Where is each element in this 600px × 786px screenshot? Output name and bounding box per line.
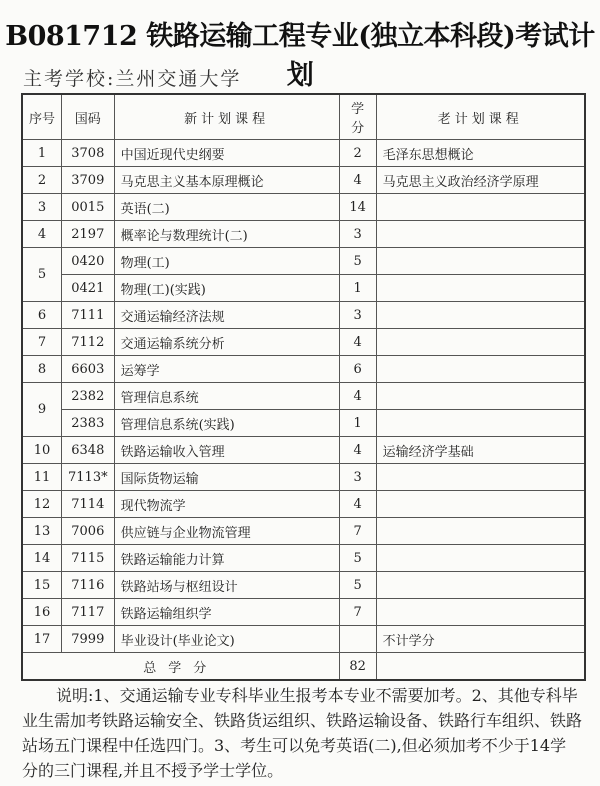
row-credit: 5 bbox=[339, 545, 376, 572]
table-row bbox=[22, 167, 585, 194]
row-index: 4 bbox=[22, 221, 62, 248]
row-credit: 14 bbox=[339, 194, 376, 221]
header-new-course: 新计划课程 bbox=[114, 94, 339, 140]
table-row bbox=[22, 626, 585, 653]
table-row bbox=[22, 329, 585, 356]
row-credit: 4 bbox=[339, 383, 376, 410]
row-index: 11 bbox=[22, 464, 62, 491]
row-course: 铁路运输收入管理 bbox=[114, 437, 339, 464]
row-index: 7 bbox=[22, 329, 62, 356]
row-course: 运筹学 bbox=[114, 356, 339, 383]
row-code: 7116 bbox=[62, 572, 115, 599]
table-row bbox=[22, 491, 585, 518]
row-code: 0420 bbox=[62, 248, 115, 275]
header-code: 国码 bbox=[62, 94, 115, 140]
row-course: 物理(工) bbox=[114, 248, 339, 275]
row-course: 铁路运输组织学 bbox=[114, 599, 339, 626]
row-code: 2382 bbox=[62, 383, 115, 410]
row-code: 7117 bbox=[62, 599, 115, 626]
row-credit: 6 bbox=[339, 356, 376, 383]
total-label: 总学分 bbox=[22, 653, 339, 681]
row-old-course bbox=[376, 248, 585, 275]
row-old-course: 运输经济学基础 bbox=[376, 437, 585, 464]
row-course: 物理(工)(实践) bbox=[114, 275, 339, 302]
table-row bbox=[22, 464, 585, 491]
row-old-course bbox=[376, 302, 585, 329]
row-code: 3709 bbox=[62, 167, 115, 194]
row-old-course bbox=[376, 194, 585, 221]
row-credit: 5 bbox=[339, 248, 376, 275]
row-index: 13 bbox=[22, 518, 62, 545]
table-row bbox=[22, 356, 585, 383]
row-course: 管理信息系统(实践) bbox=[114, 410, 339, 437]
table-row bbox=[22, 302, 585, 329]
table-row bbox=[22, 221, 585, 248]
row-credit: 3 bbox=[339, 221, 376, 248]
table-row bbox=[22, 518, 585, 545]
row-code: 6603 bbox=[62, 356, 115, 383]
table-row bbox=[22, 194, 585, 221]
row-index: 5 bbox=[22, 248, 62, 302]
row-old-course bbox=[376, 356, 585, 383]
row-credit: 1 bbox=[339, 410, 376, 437]
row-course: 中国近现代史纲要 bbox=[114, 140, 339, 167]
row-credit: 4 bbox=[339, 167, 376, 194]
row-credit: 5 bbox=[339, 572, 376, 599]
row-code: 0015 bbox=[62, 194, 115, 221]
row-index: 10 bbox=[22, 437, 62, 464]
row-credit: 4 bbox=[339, 329, 376, 356]
row-course: 交通运输经济法规 bbox=[114, 302, 339, 329]
header-index: 序号 bbox=[22, 94, 62, 140]
table-row bbox=[22, 410, 585, 437]
row-index: 15 bbox=[22, 572, 62, 599]
row-credit: 7 bbox=[339, 599, 376, 626]
course-table bbox=[21, 93, 586, 681]
row-index: 2 bbox=[22, 167, 62, 194]
row-course: 现代物流学 bbox=[114, 491, 339, 518]
row-index: 17 bbox=[22, 626, 62, 653]
table-row bbox=[22, 599, 585, 626]
row-old-course bbox=[376, 221, 585, 248]
total-row bbox=[22, 653, 585, 681]
row-index: 1 bbox=[22, 140, 62, 167]
row-course: 铁路站场与枢纽设计 bbox=[114, 572, 339, 599]
table-row bbox=[22, 140, 585, 167]
row-credit bbox=[339, 626, 376, 653]
row-course: 英语(二) bbox=[114, 194, 339, 221]
row-credit: 1 bbox=[339, 275, 376, 302]
row-old-course bbox=[376, 545, 585, 572]
row-credit: 2 bbox=[339, 140, 376, 167]
row-index: 6 bbox=[22, 302, 62, 329]
table-header-row bbox=[22, 94, 585, 140]
row-old-course bbox=[376, 410, 585, 437]
table-row bbox=[22, 437, 585, 464]
header-old-course: 老计划课程 bbox=[376, 94, 585, 140]
row-course: 国际货物运输 bbox=[114, 464, 339, 491]
row-course: 管理信息系统 bbox=[114, 383, 339, 410]
school-label: 主考学校:兰州交通大学 bbox=[23, 68, 242, 90]
notes-paragraph: 说明:1、交通运输专业专科毕业生报考本专业不需要加考。2、其他专科毕业生需加考铁路运输安全、铁路货运组织、铁路运输设备、铁路行车组织、铁路站场五门课程中任选四门。3、考生可以免考英语(二),但必须加考不少于14学分的三门课程,并且不授予学士学位。 bbox=[22, 686, 583, 780]
total-old bbox=[376, 653, 585, 681]
row-credit: 4 bbox=[339, 437, 376, 464]
row-old-course: 不计学分 bbox=[376, 626, 585, 653]
table-row bbox=[22, 248, 585, 275]
row-code: 3708 bbox=[62, 140, 115, 167]
row-index: 16 bbox=[22, 599, 62, 626]
row-code: 7006 bbox=[62, 518, 115, 545]
table-row bbox=[22, 275, 585, 302]
row-index: 8 bbox=[22, 356, 62, 383]
row-old-course bbox=[376, 491, 585, 518]
row-code: 7999 bbox=[62, 626, 115, 653]
row-code: 6348 bbox=[62, 437, 115, 464]
row-credit: 3 bbox=[339, 464, 376, 491]
row-code: 0421 bbox=[62, 275, 115, 302]
row-code: 7112 bbox=[62, 329, 115, 356]
row-old-course bbox=[376, 518, 585, 545]
row-course: 概率论与数理统计(二) bbox=[114, 221, 339, 248]
row-code: 2197 bbox=[62, 221, 115, 248]
page-title: B081712 铁路运输工程专业(独立本科段)考试计划 bbox=[5, 21, 595, 91]
row-old-course bbox=[376, 329, 585, 356]
header-credit: 学分 bbox=[339, 94, 376, 140]
row-old-course bbox=[376, 464, 585, 491]
row-index: 14 bbox=[22, 545, 62, 572]
row-course: 交通运输系统分析 bbox=[114, 329, 339, 356]
row-old-course bbox=[376, 572, 585, 599]
row-credit: 3 bbox=[339, 302, 376, 329]
row-old-course bbox=[376, 599, 585, 626]
row-code: 7114 bbox=[62, 491, 115, 518]
row-old-course bbox=[376, 383, 585, 410]
row-course: 马克思主义基本原理概论 bbox=[114, 167, 339, 194]
row-credit: 4 bbox=[339, 491, 376, 518]
row-code: 7111 bbox=[62, 302, 115, 329]
table-row bbox=[22, 572, 585, 599]
row-code: 2383 bbox=[62, 410, 115, 437]
row-credit: 7 bbox=[339, 518, 376, 545]
row-course: 铁路运输能力计算 bbox=[114, 545, 339, 572]
row-old-course bbox=[376, 275, 585, 302]
table-row bbox=[22, 545, 585, 572]
row-course: 供应链与企业物流管理 bbox=[114, 518, 339, 545]
row-old-course: 毛泽东思想概论 bbox=[376, 140, 585, 167]
row-code: 7115 bbox=[62, 545, 115, 572]
table-row bbox=[22, 383, 585, 410]
row-index: 9 bbox=[22, 383, 62, 437]
total-value: 82 bbox=[339, 653, 376, 681]
row-index: 3 bbox=[22, 194, 62, 221]
row-course: 毕业设计(毕业论文) bbox=[114, 626, 339, 653]
row-code: 7113* bbox=[62, 464, 115, 491]
row-index: 12 bbox=[22, 491, 62, 518]
row-old-course: 马克思主义政治经济学原理 bbox=[376, 167, 585, 194]
